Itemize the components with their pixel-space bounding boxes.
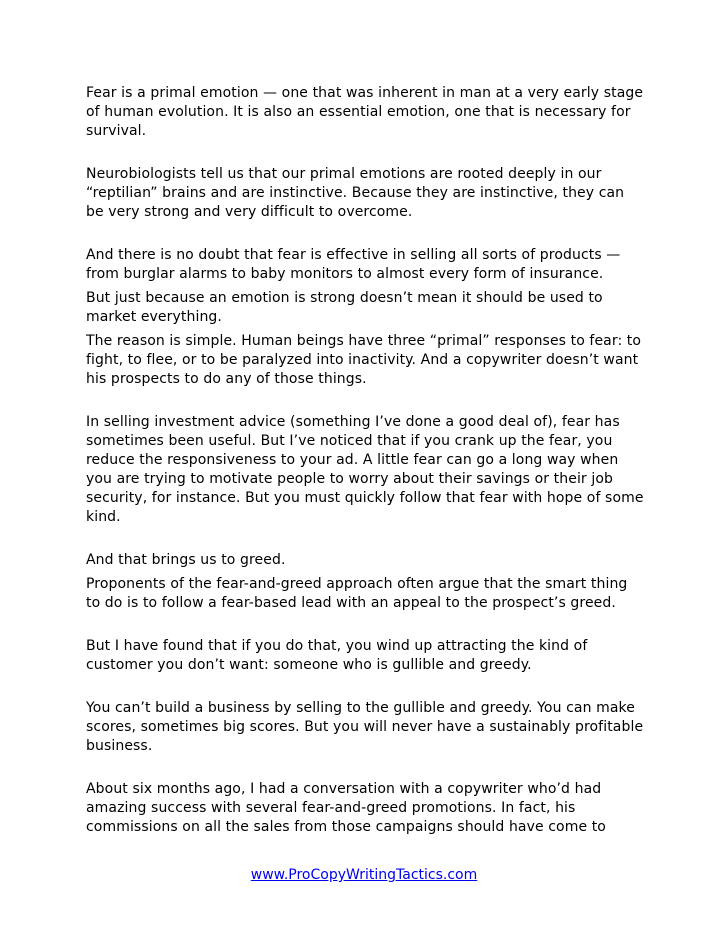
paragraph-10: You can’t build a business by selling to the gullible and greedy. You can make scores, sometimes big scores. But you will never have a sustainably profitable business. bbox=[86, 700, 644, 754]
paragraph-7: And that brings us to greed. bbox=[86, 552, 286, 568]
paragraph-2: Neurobiologists tell us that our primal emotions are rooted deeply in our “reptilian” brains and are instinctive. Because they are instinctive, they can be very strong and very difficult to overcome. bbox=[86, 166, 625, 220]
paragraph-1: Fear is a primal emotion — one that was inherent in man at a very early stage of human evolution. It is also an essential emotion, one that is necessary for survival. bbox=[86, 85, 644, 139]
website-link[interactable]: www.ProCopyWritingTactics.com bbox=[250, 867, 478, 883]
document-body bbox=[86, 84, 646, 837]
paragraph-5: The reason is simple. Human beings have three “primal” responses to fear: to fight, to flee, or to be paralyzed into inactivity. And a copywriter doesn’t want his prospects to do any of those things. bbox=[86, 333, 642, 387]
paragraph-8: Proponents of the fear-and-greed approach often argue that the smart thing to do is to follow a fear-based lead with an appeal to the prospect’s greed. bbox=[86, 576, 628, 611]
paragraph-9: But I have found that if you do that, you wind up attracting the kind of customer you don’t want: someone who is gullible and greedy. bbox=[86, 638, 588, 673]
paragraph-6: In selling investment advice (something I’ve done a good deal of), fear has sometimes been useful. But I’ve noticed that if you crank up the fear, you reduce the responsiveness to your ad. A little fear can go a long way when you are trying to motivate people to worry about their savings or their job security, for instance. But you must quickly follow that fear with hope of some kind. bbox=[86, 414, 644, 525]
paragraph-3: And there is no doubt that fear is effective in selling all sorts of products — from burglar alarms to baby monitors to almost every form of insurance. bbox=[86, 247, 621, 282]
paragraph-4: But just because an emotion is strong doesn’t mean it should be used to market everything. bbox=[86, 290, 603, 325]
paragraph-11: About six months ago, I had a conversation with a copywriter who’d had amazing success with several fear-and-greed promotions. In fact, his commissions on all the sales from those campaigns should have come to bbox=[86, 781, 606, 835]
page-footer bbox=[0, 866, 728, 885]
